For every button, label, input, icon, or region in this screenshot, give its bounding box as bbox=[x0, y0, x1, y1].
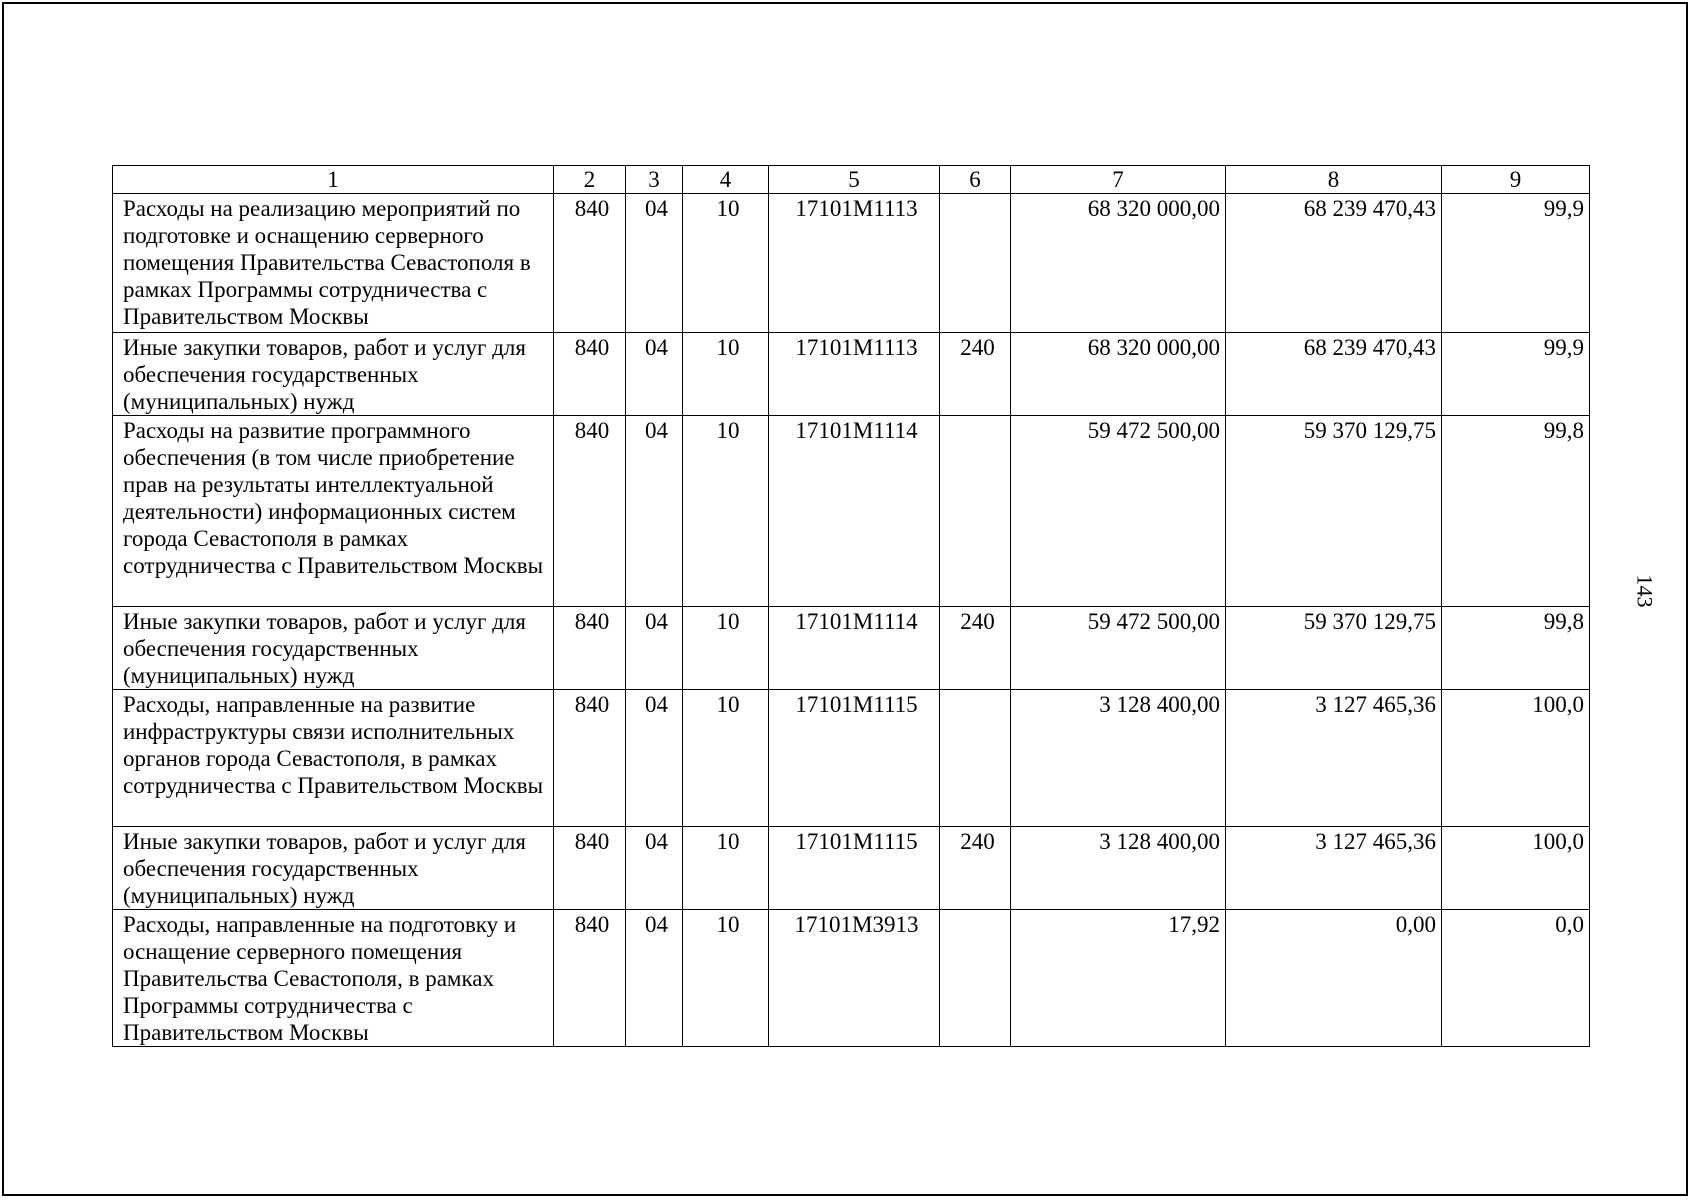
row-description: Иные закупки товаров, работ и услуг для обеспечения государственных (муниципальных) нужд bbox=[113, 607, 554, 690]
cell-col-3: 04 bbox=[626, 827, 683, 910]
cell-col-5: 17101М1113 bbox=[769, 194, 940, 333]
cell-col-2: 840 bbox=[554, 333, 626, 416]
cell-col-8: 68 239 470,43 bbox=[1226, 194, 1442, 333]
cell-col-4: 10 bbox=[683, 607, 769, 690]
cell-col-4: 10 bbox=[683, 827, 769, 910]
page-number: 143 bbox=[1632, 574, 1658, 608]
table-row bbox=[113, 910, 1590, 1047]
cell-col-7: 59 472 500,00 bbox=[1011, 607, 1226, 690]
cell-col-6: 240 bbox=[940, 827, 1011, 910]
row-description: Расходы, направленные на развитие инфраструктуры связи исполнительных органов города Севастополя, в рамках сотрудничества с Правительством Москвы bbox=[113, 690, 554, 827]
cell-col-9: 99,9 bbox=[1442, 194, 1590, 333]
table-row bbox=[113, 827, 1590, 910]
cell-col-2: 840 bbox=[554, 607, 626, 690]
cell-col-6 bbox=[940, 910, 1011, 1047]
cell-col-2: 840 bbox=[554, 416, 626, 607]
cell-col-3: 04 bbox=[626, 910, 683, 1047]
cell-col-7: 3 128 400,00 bbox=[1011, 827, 1226, 910]
cell-col-9: 0,0 bbox=[1442, 910, 1590, 1047]
col-header-3: 3 bbox=[626, 166, 683, 194]
cell-col-4: 10 bbox=[683, 416, 769, 607]
cell-col-6 bbox=[940, 194, 1011, 333]
cell-col-5: 17101М1113 bbox=[769, 333, 940, 416]
header-row bbox=[113, 166, 1590, 194]
cell-col-5: 17101М1115 bbox=[769, 827, 940, 910]
cell-col-7: 68 320 000,00 bbox=[1011, 194, 1226, 333]
col-header-9: 9 bbox=[1442, 166, 1590, 194]
row-description: Иные закупки товаров, работ и услуг для обеспечения государственных (муниципальных) нужд bbox=[113, 827, 554, 910]
col-header-8: 8 bbox=[1226, 166, 1442, 194]
cell-col-5: 17101М1115 bbox=[769, 690, 940, 827]
budget-table bbox=[112, 165, 1590, 1047]
cell-col-7: 59 472 500,00 bbox=[1011, 416, 1226, 607]
cell-col-2: 840 bbox=[554, 690, 626, 827]
table-row bbox=[113, 194, 1590, 333]
cell-col-4: 10 bbox=[683, 194, 769, 333]
cell-col-2: 840 bbox=[554, 910, 626, 1047]
cell-col-8: 59 370 129,75 bbox=[1226, 607, 1442, 690]
row-description: Расходы на развитие программного обеспечения (в том числе приобретение прав на результаты интеллектуальной деятельности) информационных систем города Севастополя в рамках сотрудничества с Правительством Москвы bbox=[113, 416, 554, 607]
cell-col-5: 17101М1114 bbox=[769, 607, 940, 690]
row-description: Расходы на реализацию мероприятий по подготовке и оснащению серверного помещения Правительства Севастополя в рамках Программы сотрудничества с Правительством Москвы bbox=[113, 194, 554, 333]
col-header-7: 7 bbox=[1011, 166, 1226, 194]
cell-col-8: 0,00 bbox=[1226, 910, 1442, 1047]
cell-col-6: 240 bbox=[940, 333, 1011, 416]
cell-col-4: 10 bbox=[683, 333, 769, 416]
cell-col-5: 17101М1114 bbox=[769, 416, 940, 607]
cell-col-3: 04 bbox=[626, 194, 683, 333]
cell-col-8: 59 370 129,75 bbox=[1226, 416, 1442, 607]
col-header-5: 5 bbox=[769, 166, 940, 194]
cell-col-9: 99,8 bbox=[1442, 607, 1590, 690]
cell-col-7: 68 320 000,00 bbox=[1011, 333, 1226, 416]
cell-col-7: 17,92 bbox=[1011, 910, 1226, 1047]
cell-col-9: 100,0 bbox=[1442, 690, 1590, 827]
col-header-1: 1 bbox=[113, 166, 554, 194]
table-row bbox=[113, 416, 1590, 607]
cell-col-8: 3 127 465,36 bbox=[1226, 827, 1442, 910]
cell-col-8: 3 127 465,36 bbox=[1226, 690, 1442, 827]
cell-col-6 bbox=[940, 416, 1011, 607]
cell-col-9: 100,0 bbox=[1442, 827, 1590, 910]
cell-col-2: 840 bbox=[554, 194, 626, 333]
cell-col-3: 04 bbox=[626, 416, 683, 607]
col-header-6: 6 bbox=[940, 166, 1011, 194]
row-description: Расходы, направленные на подготовку и оснащение серверного помещения Правительства Севастополя, в рамках Программы сотрудничества с Правительством Москвы bbox=[113, 910, 554, 1047]
cell-col-7: 3 128 400,00 bbox=[1011, 690, 1226, 827]
cell-col-9: 99,9 bbox=[1442, 333, 1590, 416]
cell-col-2: 840 bbox=[554, 827, 626, 910]
cell-col-3: 04 bbox=[626, 607, 683, 690]
cell-col-4: 10 bbox=[683, 690, 769, 827]
cell-col-3: 04 bbox=[626, 690, 683, 827]
col-header-4: 4 bbox=[683, 166, 769, 194]
cell-col-6: 240 bbox=[940, 607, 1011, 690]
cell-col-3: 04 bbox=[626, 333, 683, 416]
cell-col-9: 99,8 bbox=[1442, 416, 1590, 607]
cell-col-4: 10 bbox=[683, 910, 769, 1047]
cell-col-6 bbox=[940, 690, 1011, 827]
cell-col-5: 17101М3913 bbox=[769, 910, 940, 1047]
row-description: Иные закупки товаров, работ и услуг для обеспечения государственных (муниципальных) нужд bbox=[113, 333, 554, 416]
col-header-2: 2 bbox=[554, 166, 626, 194]
cell-col-8: 68 239 470,43 bbox=[1226, 333, 1442, 416]
table-row bbox=[113, 607, 1590, 690]
table-row bbox=[113, 333, 1590, 416]
table-row bbox=[113, 690, 1590, 827]
